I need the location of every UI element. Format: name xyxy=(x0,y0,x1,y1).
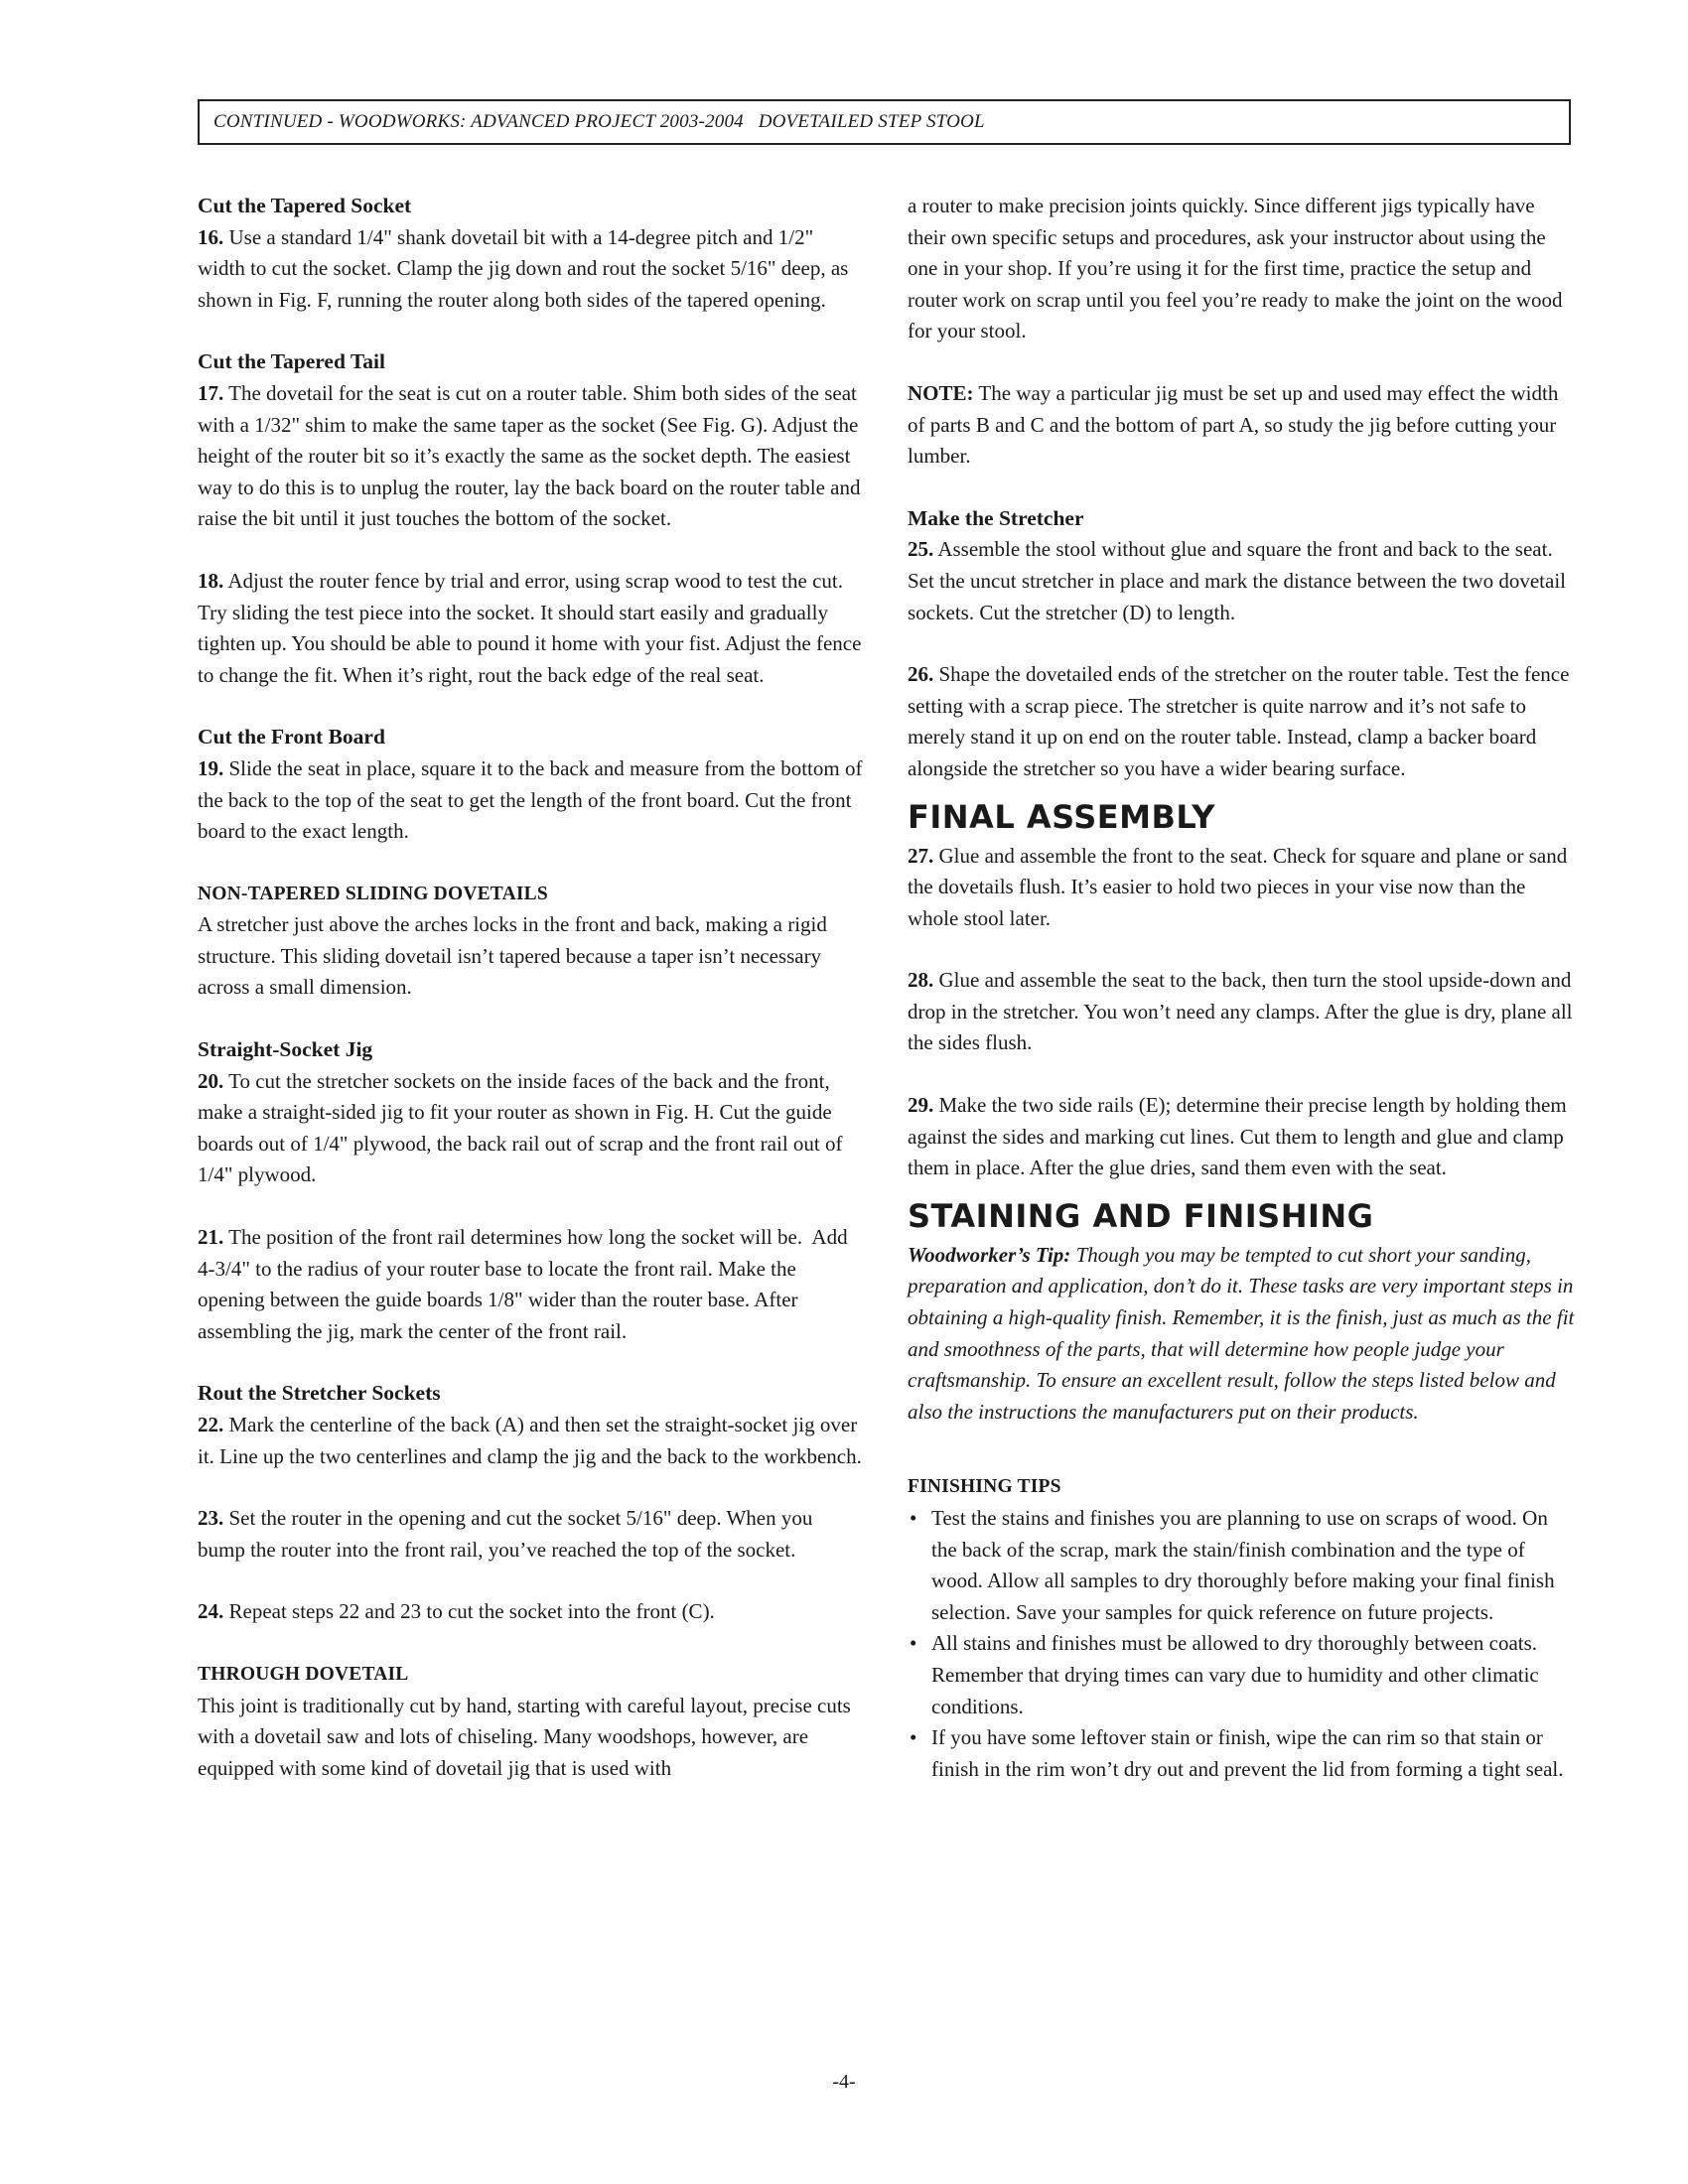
step-18 xyxy=(198,566,863,691)
step-22 xyxy=(198,1378,863,1472)
subhead-through-dovetail: THROUGH DOVETAIL xyxy=(198,1663,409,1685)
step-text: Make the two side rails (E); determine their precise length by holding them against the sides and marking cut lines. Cut them to length and glue and clamp them in place. After the glue dries, sand them even with the seat. xyxy=(908,1093,1567,1180)
step-number: 16. xyxy=(198,224,224,249)
bullet-icon: • xyxy=(910,1725,917,1750)
step-29 xyxy=(908,1090,1575,1184)
step-text: Assemble the stool without glue and square the front and back to the seat. Set the uncut stretcher in place and mark the distance between the two dovetail sockets. Cut the stretcher (D) to length. xyxy=(908,537,1567,624)
step-24-body xyxy=(198,1596,863,1628)
list-item xyxy=(908,1722,1575,1785)
subhead-make-stretcher: Make the Stretcher xyxy=(908,505,1084,530)
step-25 xyxy=(908,503,1575,628)
left-column xyxy=(198,191,863,1784)
subhead-cut-tapered-tail: Cut the Tapered Tail xyxy=(198,349,385,374)
step-text: Use a standard 1/4" shank dovetail bit with a 14-degree pitch and 1/2" width to cut the socket. Clamp the jig down and rout the socket 5/16" deep, as shown in Fig. F, running the router along both sides of the tapered opening. xyxy=(198,224,849,312)
step-number: 28. xyxy=(908,968,934,993)
step-29-body xyxy=(908,1090,1575,1184)
step-16 xyxy=(198,191,863,316)
list-item-text: Test the stains and finishes you are planning to use on scraps of wood. On the back of the scrap, mark the stain/finish combination and the type of wood. Allow all samples to dry thoroughly before making your final finish selection. Save your samples for quick reference on future projects. xyxy=(931,1506,1555,1624)
step-27 xyxy=(908,841,1575,935)
through-dovetail-section xyxy=(198,1659,863,1784)
step-number: 29. xyxy=(908,1093,934,1118)
step-26 xyxy=(908,659,1575,784)
list-item xyxy=(908,1503,1575,1628)
continued-body: a router to make precision joints quickly. Since different jigs typically have their own specific setups and procedures, ask your instructor about using the one in your shop. If you’re using it for the first time, practice the setup and router work on scrap until you feel you’re ready to make the joint on the wood for your stool. xyxy=(908,194,1563,343)
finishing-tips-list xyxy=(908,1503,1575,1785)
list-item xyxy=(908,1628,1575,1722)
note xyxy=(908,378,1575,473)
note-label: NOTE: xyxy=(908,380,974,405)
subhead-rout-stretcher-sockets: Rout the Stretcher Sockets xyxy=(198,1381,441,1406)
subhead-finishing-tips: FINISHING TIPS xyxy=(908,1476,1061,1498)
step-28 xyxy=(908,965,1575,1059)
step-23 xyxy=(198,1503,863,1566)
running-header xyxy=(198,99,1571,145)
step-number: 21. xyxy=(198,1225,224,1250)
step-21 xyxy=(198,1222,863,1347)
step-24 xyxy=(198,1596,863,1628)
subhead-non-tapered: NON-TAPERED SLIDING DOVETAILS xyxy=(198,883,548,904)
step-text: Mark the centerline of the back (A) and then set the straight-socket jig over it. Line up the two centerlines and clamp the jig and the back to the workbench. xyxy=(198,1413,862,1468)
step-number: 24. xyxy=(198,1599,224,1624)
step-20-body xyxy=(198,1066,863,1191)
step-17 xyxy=(198,346,863,535)
step-number: 27. xyxy=(908,843,934,868)
step-number: 17. xyxy=(198,380,224,405)
right-column xyxy=(908,191,1575,1785)
subhead-straight-socket-jig: Straight-Socket Jig xyxy=(198,1037,373,1062)
step-number: 22. xyxy=(198,1413,224,1436)
list-item-text: If you have some leftover stain or finish, wipe the can rim so that stain or finish in the rim won’t dry out and prevent the lid from forming a tight seal. xyxy=(931,1725,1564,1781)
step-19-body xyxy=(198,753,863,848)
tip-label: Woodworker’s Tip: xyxy=(908,1242,1071,1267)
step-number: 26. xyxy=(908,662,934,687)
step-text: Glue and assemble the seat to the back, then turn the stool upside-down and drop in the stretcher. You won’t need any clamps. After the glue is dry, plane all the sides flush. xyxy=(908,968,1573,1055)
step-number: 23. xyxy=(198,1506,224,1531)
step-23-body xyxy=(198,1503,863,1566)
through-dovetail-body: This joint is traditionally cut by hand, starting with careful layout, precise cuts with a dovetail saw and lots of chiseling. Many woodshops, however, are equipped with some kind of dovetail jig that is used with xyxy=(198,1693,851,1780)
step-text: The position of the front rail determines how long the socket will be. Add 4-3/4" to the radius of your router base to locate the front rail. Make the opening between the guide boards 1/8" wider than the router base. After assembling the jig, mark the center of the front rail. xyxy=(198,1225,853,1343)
step-28-body xyxy=(908,965,1575,1059)
step-21-body xyxy=(198,1222,863,1347)
step-number: 25. xyxy=(908,537,934,562)
non-tapered-section xyxy=(198,879,863,1004)
page-number: -4- xyxy=(832,2071,856,2093)
list-item-text: All stains and finishes must be allowed to dry thoroughly between coats. Remember that drying times can vary due to humidity and other climatic conditions. xyxy=(931,1631,1539,1718)
step-25-body xyxy=(908,534,1575,628)
step-20 xyxy=(198,1034,863,1191)
section-title-staining-finishing: STAINING AND FINISHING xyxy=(908,1196,1374,1235)
step-text: Glue and assemble the front to the seat. Check for square and plane or sand the dovetails flush. It’s easier to hold two pieces in your vise now than the whole stool later. xyxy=(908,843,1568,930)
step-16-body xyxy=(198,222,863,317)
step-18-body xyxy=(198,566,863,691)
note-body xyxy=(908,378,1575,473)
header-title: CONTINUED - WOODWORKS: ADVANCED PROJECT 2003-2004 DOVETAILED STEP STOOL xyxy=(213,111,985,132)
step-text: To cut the stretcher sockets on the inside faces of the back and the front, make a straight-sided jig to fit your router as shown in Fig. H. Cut the guide boards out of 1/4" plywood, the back rail out of scrap and the front rail out of 1/4" plywood. xyxy=(198,1068,843,1187)
tip-text: Though you may be tempted to cut short your sanding, preparation and application, don’t do it. These tasks are very important steps in obtaining a high-quality finish. Remember, it is the finish, just as much as the fit and smoothness of the parts, that will determine how people judge your craftsmanship. To ensure an excellent result, follow the steps listed below and also the instructions the manufacturers put on their products. xyxy=(908,1242,1575,1424)
subhead-cut-front-board: Cut the Front Board xyxy=(198,725,385,750)
note-text: The way a particular jig must be set up and used may effect the width of parts B and C and the bottom of part A, so study the jig before cutting your lumber. xyxy=(908,380,1559,469)
step-17-body xyxy=(198,378,863,535)
step-22-body xyxy=(198,1410,863,1472)
step-text: Set the router in the opening and cut the socket 5/16" deep. When you bump the router into the front rail, you’ve reached the top of the socket. xyxy=(198,1506,813,1562)
subhead-cut-tapered-socket: Cut the Tapered Socket xyxy=(198,194,412,217)
non-tapered-body: A stretcher just above the arches locks in the front and back, making a rigid structure. This sliding dovetail isn’t tapered because a taper isn’t necessary across a small dimension. xyxy=(198,912,827,1000)
step-text: Repeat steps 22 and 23 to cut the socket into the front (C). xyxy=(228,1599,715,1624)
step-text: Shape the dovetailed ends of the stretcher on the router table. Test the fence setting with a scrap piece. The stretcher is quite narrow and it’s not safe to merely stand it up on end on the router table. Instead, clamp a backer board alongside the stretcher so you have a wider bearing surface. xyxy=(908,662,1570,780)
step-26-body xyxy=(908,659,1575,784)
section-title-final-assembly: FINAL ASSEMBLY xyxy=(908,797,1215,836)
finishing-tips xyxy=(908,1471,1575,1785)
woodworker-tip xyxy=(908,1240,1575,1429)
bullet-icon: • xyxy=(910,1631,917,1656)
through-dovetail-continued xyxy=(908,191,1575,347)
step-number: 18. xyxy=(198,568,224,593)
step-number: 19. xyxy=(198,755,224,780)
bullet-icon: • xyxy=(910,1506,917,1530)
step-text: Adjust the router fence by trial and error, using scrap wood to test the cut. Try sliding the test piece into the socket. It should start easily and gradually tighten up. You should be able to pound it home with your fist. Adjust the fence to change the fit. When it’s right, rout the back edge of the real seat. xyxy=(198,568,862,687)
step-27-body xyxy=(908,841,1575,935)
step-19 xyxy=(198,722,863,847)
step-text: Slide the seat in place, square it to the back and measure from the bottom of the back to the top of the seat to get the length of the front board. Cut the front board to the exact length. xyxy=(198,755,863,844)
step-text: The dovetail for the seat is cut on a router table. Shim both sides of the seat with a 1/32" shim to make the same taper as the socket (See Fig. G). Adjust the height of the router bit so it’s exactly the same as the socket depth. The easiest way to do this is to unplug the router, lay the back board on the router table and raise the bit until it just touches the bottom of the socket. xyxy=(198,380,861,531)
step-number: 20. xyxy=(198,1068,224,1093)
